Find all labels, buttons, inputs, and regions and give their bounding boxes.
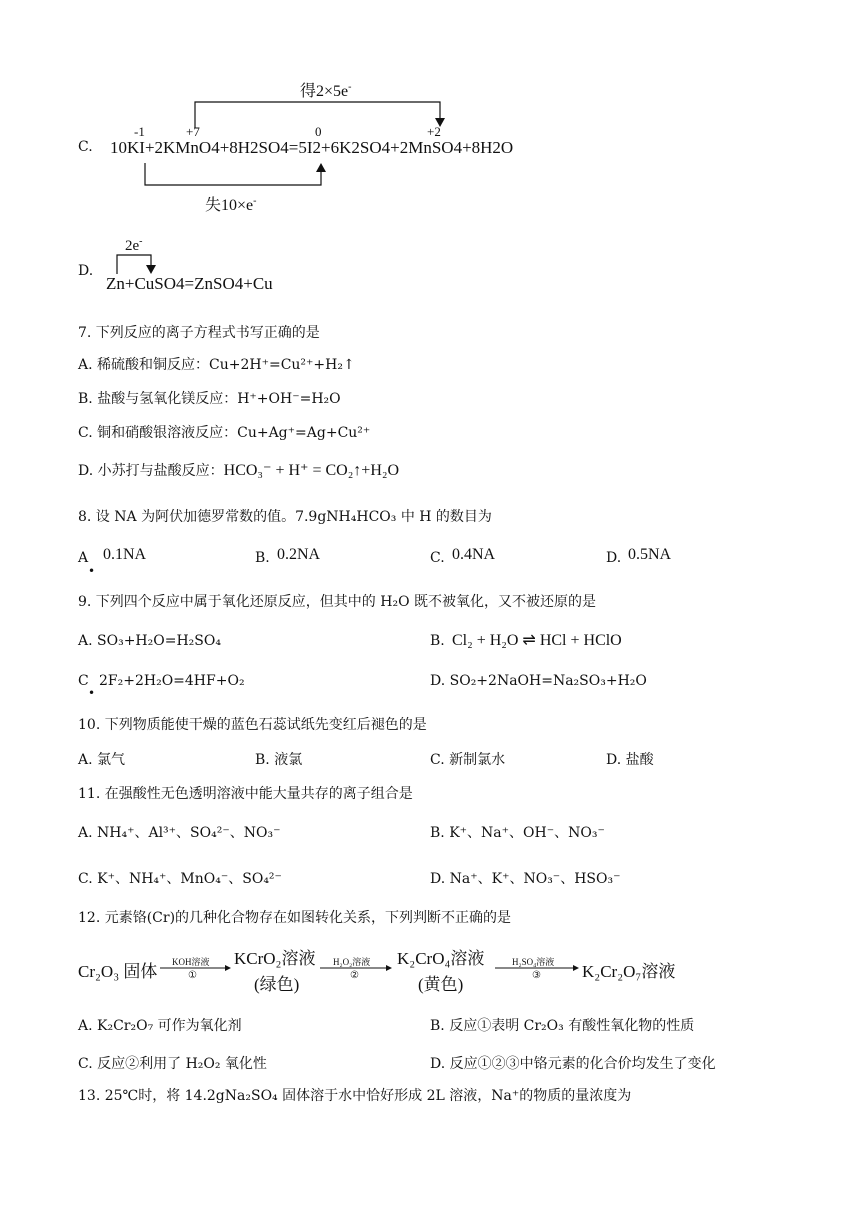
zn-cu-equation: Zn+CuSO4=ZnSO4+Cu [106, 274, 273, 293]
q12-option-b: B. 反应①表明 Cr₂O₃ 有酸性氧化物的性质 [430, 1018, 695, 1034]
ox-state-plus7: +7 [186, 124, 200, 139]
k2cr2o7-solution: K₂Cr₂O₇溶液 [582, 962, 676, 981]
q12-stem: 12. 元素铬(Cr)的几种化合物存在如图转化关系，下列判断不正确的是 [78, 910, 512, 926]
kcro2-solution: KCrO₂溶液 [234, 949, 316, 968]
redox-equation: 10KI+2KMnO4+8H2SO4=5I2+6K2SO4+2MnSO4+8H2O [110, 138, 514, 157]
q7-option-a: A. 稀硫酸和铜反应：Cu+2H⁺=Cu²⁺+H₂↑ [78, 357, 355, 373]
q13-stem: 13. 25℃时，将 14.2gNa₂SO₄ 固体溶于水中恰好形成 2L 溶液，Na⁺的物质的量浓度为 [78, 1088, 632, 1104]
q9-option-b-label: B. [430, 633, 445, 649]
q8-option-d-label: D. [606, 550, 622, 566]
q9-option-c-label: C [78, 673, 89, 689]
arrow-1-bottom-label: ① [188, 970, 197, 981]
q7-option-d-formula: HCO₃⁻ + H⁺ = CO₂↑+H₂O [223, 462, 400, 479]
q10-option-b: B. 液氯 [255, 752, 303, 768]
q9-option-b: Cl₂ + H₂O ⇌ HCl + HClO [452, 632, 622, 649]
q12-option-d: D. 反应①②③中铬元素的化合价均发生了变化 [430, 1056, 716, 1072]
q8-option-a-label: A [78, 550, 89, 566]
k2cro4-solution: K₂CrO₄溶液 [397, 949, 485, 968]
arrow-2-head [386, 965, 392, 971]
option-c-label: C. [78, 139, 93, 155]
option-d-label: D. [78, 263, 94, 279]
q8-stem: 8. 设 NA 为阿伏加德罗常数的值。7.9gNH₄HCO₃ 中 H 的数目为 [78, 509, 492, 525]
q9-c-dot: • [88, 686, 96, 700]
q7-option-c: C. 铜和硝酸银溶液反应：Cu+Ag⁺=Ag+Cu²⁺ [78, 425, 371, 441]
q8-option-c: 0.4NA [452, 546, 496, 563]
kcro2-color-note: (绿色) [254, 975, 300, 994]
arrow-3-top-label: H₂SO₄溶液 [512, 957, 555, 967]
q8-a-dot: • [88, 564, 96, 578]
lose-label: 失10×e- [205, 195, 257, 214]
gain-label: 得2×5e- [300, 81, 352, 100]
q9-option-d: D. SO₂+2NaOH=Na₂SO₃+H₂O [430, 673, 647, 689]
q12-option-c: C. 反应②利用了 H₂O₂ 氧化性 [78, 1056, 267, 1072]
q7-option-d: D. 小苏打与盐酸反应：HCO₃⁻ + H⁺ = CO₂↑+H₂O [78, 462, 400, 479]
q9-stem: 9. 下列四个反应中属于氧化还原反应，但其中的 H₂O 既不被氧化，又不被还原的是 [78, 594, 597, 610]
q8-option-c-label: C. [430, 550, 445, 566]
q11-option-a: A. NH₄⁺、Al³⁺、SO₄²⁻、NO₃⁻ [78, 825, 281, 841]
cr2o3-solid: Cr₂O₃ 固体 [78, 962, 158, 981]
arrow-1-head [225, 965, 231, 971]
q10-option-a: A. 氯气 [78, 752, 126, 768]
transfer-label-d: 2e- [125, 236, 143, 254]
q8-option-b: 0.2NA [277, 546, 321, 563]
q7-stem: 7. 下列反应的离子方程式书写正确的是 [78, 325, 320, 341]
q8-option-b-label: B. [255, 550, 270, 566]
q11-option-d: D. Na⁺、K⁺、NO₃⁻、HSO₃⁻ [430, 871, 621, 887]
q10-option-d: D. 盐酸 [606, 752, 654, 768]
q9-option-a: A. SO₃+H₂O=H₂SO₄ [78, 633, 221, 649]
q12-option-a: A. K₂Cr₂O₇ 可作为氧化剂 [78, 1018, 242, 1034]
q11-option-b: B. K⁺、Na⁺、OH⁻、NO₃⁻ [430, 825, 605, 841]
arrow-1-top-label: KOH溶液 [172, 957, 210, 967]
q10-stem: 10. 下列物质能使干燥的蓝色石蕊试纸先变红后褪色的是 [78, 717, 427, 733]
q11-stem: 11. 在强酸性无色透明溶液中能大量共存的离子组合是 [78, 786, 413, 802]
ox-state-minus1: -1 [134, 124, 145, 139]
q8-option-d: 0.5NA [628, 546, 672, 563]
k2cro4-color-note: (黄色) [418, 975, 464, 994]
ox-state-plus2: +2 [427, 124, 441, 139]
q8-option-a: 0.1NA [103, 546, 147, 563]
q10-option-c: C. 新制氯水 [430, 752, 506, 768]
arrow-3-head [573, 965, 579, 971]
arrow-2-top-label: H₂O₂溶液 [333, 957, 371, 967]
arrow-2-bottom-label: ② [350, 970, 359, 981]
q9-option-c: 2F₂+2H₂O=4HF+O₂ [99, 673, 245, 689]
q11-option-c: C. K⁺、NH₄⁺、MnO₄⁻、SO₄²⁻ [78, 871, 282, 887]
arrow-3-bottom-label: ③ [532, 970, 541, 981]
q7-option-b: B. 盐酸与氢氧化镁反应：H⁺+OH⁻=H₂O [78, 391, 341, 407]
ox-state-zero: 0 [315, 124, 322, 139]
